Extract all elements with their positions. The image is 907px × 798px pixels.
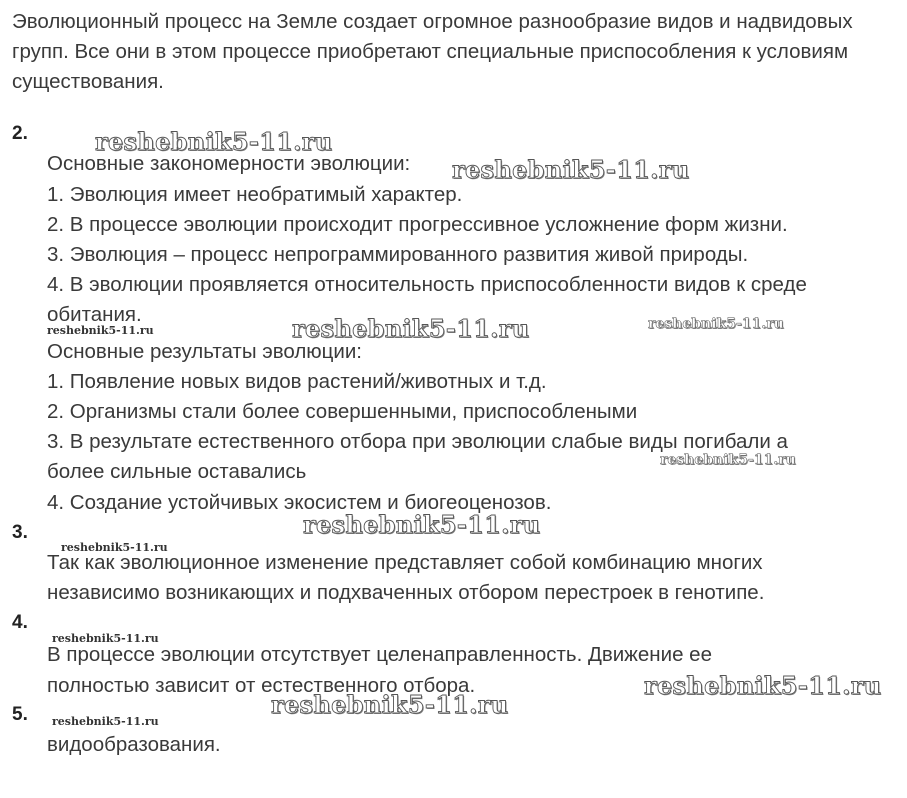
- section-2-line-11: более сильные оставались: [47, 460, 307, 483]
- watermark-logo: reshebnik5-11.ru: [95, 127, 333, 156]
- intro-paragraph: Эволюционный процесс на Земле создает огромное разнообразие видов и надвидовых групп. Все они в этом процессе приобретают специальные приспособления к условиям существования.: [12, 10, 853, 93]
- watermark-logo: reshebnik5-11.ru: [52, 632, 159, 645]
- section-2-line-9: 2. Организмы стали более совершенными, приспособлеными: [47, 400, 638, 423]
- section-2-line-5: 4. В эволюции проявляется относительность приспособленности видов к среде: [47, 273, 807, 296]
- section-4-line-2: полностью зависит от естественного отбора.: [47, 674, 476, 697]
- section-number-5: 5.: [12, 704, 28, 725]
- section-number-4: 4.: [12, 612, 28, 633]
- watermark-logo: reshebnik5-11.ru: [61, 541, 168, 554]
- section-4-line-1: В процессе эволюции отсутствует целенаправленность. Движение ее: [47, 643, 712, 666]
- section-3-line-2: независимо возникающих и подхваченных отбором перестроек в генотипе.: [47, 581, 765, 604]
- section-2-line-7: Основные результаты эволюции:: [47, 340, 362, 363]
- watermark-logo: reshebnik5-11.ru: [452, 155, 690, 184]
- section-2-line-1: Основные закономерности эволюции:: [47, 152, 411, 175]
- section-2-line-3: 2. В процессе эволюции происходит прогрессивное усложнение форм жизни.: [47, 213, 788, 236]
- section-3-line-1: Так как эволюционное изменение представляет собой комбинацию многих: [47, 551, 763, 574]
- watermark-logo: reshebnik5-11.ru: [52, 715, 159, 728]
- section-number-2: 2.: [12, 123, 28, 144]
- section-5-line-1: видообразования.: [47, 733, 221, 756]
- section-2-line-12: 4. Создание устойчивых экосистем и биогеоценозов.: [47, 491, 552, 514]
- watermark-logo: reshebnik5-11.ru: [648, 316, 784, 332]
- section-2-line-2: 1. Эволюция имеет необратимый характер.: [47, 183, 463, 206]
- watermark-logo: reshebnik5-11.ru: [47, 324, 154, 337]
- watermark-logo: reshebnik5-11.ru: [292, 314, 530, 343]
- watermark-logo: reshebnik5-11.ru: [303, 510, 541, 539]
- section-2-line-4: 3. Эволюция – процесс непрограммированного развития живой природы.: [47, 243, 749, 266]
- watermark-logo: reshebnik5-11.ru: [660, 452, 796, 468]
- section-2-line-10: 3. В результате естественного отбора при эволюции слабые виды погибали а: [47, 430, 788, 453]
- section-number-3: 3.: [12, 522, 28, 543]
- section-2-line-8: 1. Появление новых видов растений/животных и т.д.: [47, 370, 547, 393]
- section-2-line-6: обитания.: [47, 303, 142, 326]
- watermark-logo: reshebnik5-11.ru: [644, 671, 882, 700]
- watermark-logo: reshebnik5-11.ru: [271, 690, 509, 719]
